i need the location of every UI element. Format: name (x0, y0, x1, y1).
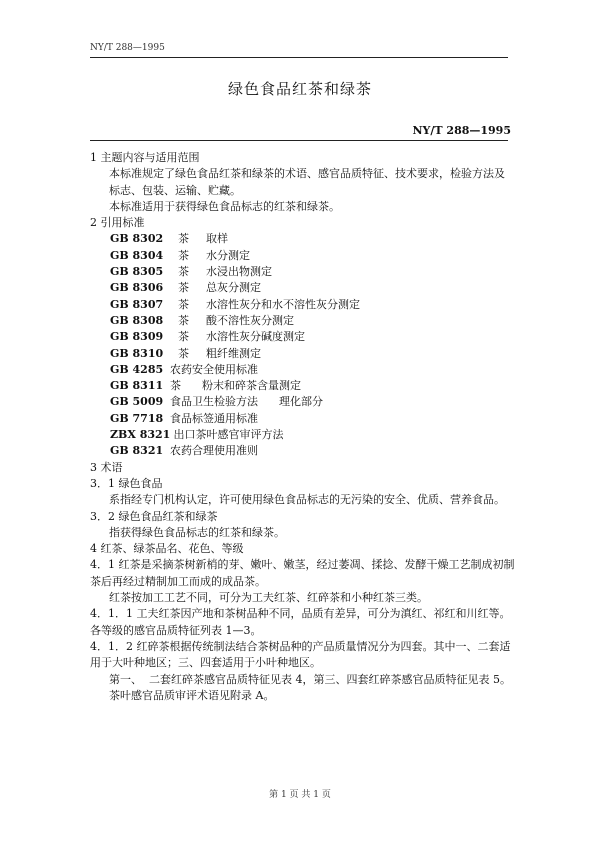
section-4-1-1-paragraph: 4．1．1 工夫红茶因产地和茶树品种不同，品质有差异，可分为滇红、祁红和川红等。各等级的感官品质特征列表 1—3。 (90, 607, 511, 637)
section-3-1-heading: 3．1 绿色食品 (90, 476, 163, 490)
section-4-1-classes: 红茶按加工工艺不同，可分为工夫红茶、红碎茶和小种红茶三类。 (109, 591, 428, 605)
title-rule (90, 140, 508, 141)
section-4-heading: 4 红茶、绿茶品名、花色、等级 (90, 542, 244, 556)
document-body (90, 150, 515, 704)
reference-item: GB 8308 茶 酸不溶性灰分测定 (110, 313, 294, 327)
reference-item: GB 8302 茶 取样 (110, 232, 228, 246)
reference-item: GB 8309 茶 水溶性灰分碱度测定 (110, 330, 305, 344)
reference-item: GB 8307 茶 水溶性灰分和水不溶性灰分测定 (110, 297, 360, 311)
header-rule (90, 57, 508, 58)
reference-item: GB 8304 茶 水分测定 (110, 248, 250, 262)
section-3-1-paragraph: 系指经专门机构认定，许可使用绿色食品标志的无污染的安全、优质、营养食品。 (109, 493, 505, 507)
reference-list-a (90, 231, 515, 361)
document-title: 绿色食品红茶和绿茶 (227, 80, 372, 98)
section-3-heading: 3 术语 (90, 460, 123, 474)
header-code: NY/T 288—1995 (90, 43, 165, 53)
reference-list-b (90, 362, 515, 460)
reference-item: GB 8311 茶 粉末和碎茶含量测定 (110, 379, 301, 393)
section-4-1-paragraph: 4．1 红茶是采摘茶树新梢的芽、嫩叶、嫩茎，经过萎凋、揉捻、发酵干燥工艺制成初制茶后再经过精制加工而成的成品茶。 (90, 558, 515, 588)
standard-number: NY/T 288—1995 (412, 124, 511, 137)
section-4-1-2-tables: 第一、 二套红碎茶感官品质特征见表 4，第三、四套红碎茶感官品质特征见表 5。 (109, 672, 511, 686)
section-2-heading: 2 引用标准 (90, 216, 145, 230)
reference-item: ZBX 8321 出口茶叶感官审评方法 (110, 428, 284, 442)
section-4-1-2-paragraph: 4．1．2 红碎茶根据传统制法结合茶树品种的产品质量情况分为四套。其中一、二套适用于大叶种地区；三、四套适用于小叶种地区。 (90, 639, 511, 670)
reference-item: GB 7718 食品标签通用标准 (110, 411, 258, 425)
section-1-paragraph: 本标准规定了绿色食品红茶和绿茶的术语、感官品质特征、技术要求，检验方法及标志、包装、运输、贮藏。 (109, 167, 505, 197)
reference-item: GB 8321 农药合理使用准则 (110, 444, 258, 458)
section-3-2-paragraph: 指获得绿色食品标志的红茶和绿茶。 (109, 525, 285, 539)
reference-item: GB 5009 食品卫生检验方法 理化部分 (110, 395, 323, 409)
reference-item: GB 8310 茶 粗纤维测定 (110, 346, 261, 360)
section-4-1-2-appendix: 茶叶感官品质审评术语见附录 A。 (109, 688, 275, 702)
section-3-2-heading: 3．2 绿色食品红茶和绿茶 (90, 509, 218, 523)
page-footer: 第 1 页 共 1 页 (269, 790, 331, 800)
reference-item: GB 8305 茶 水浸出物测定 (110, 265, 272, 279)
reference-item: GB 4285 农药安全使用标准 (110, 362, 258, 376)
section-1-scope: 本标准适用于获得绿色食品标志的红茶和绿茶。 (109, 199, 340, 213)
section-1-heading: 1 主题内容与适用范围 (90, 151, 200, 164)
reference-item: GB 8306 茶 总灰分测定 (110, 281, 261, 295)
